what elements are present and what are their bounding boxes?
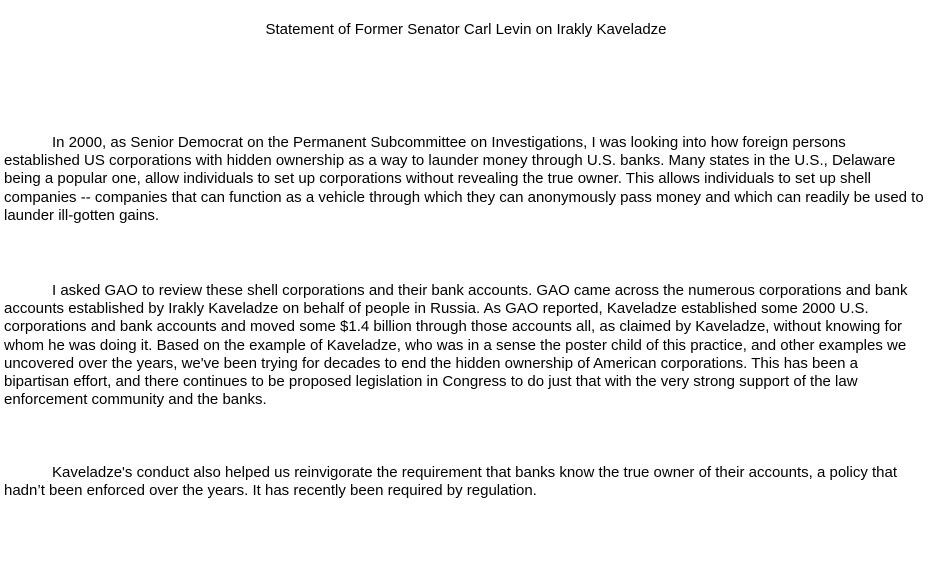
statement-paragraph-3: Kaveladze's conduct also helped us reinvigorate the requirement that banks know the true owner of their accounts, a policy that hadn’t been enforced over the years. It has recently been required by regulation. (4, 464, 898, 500)
statement-paragraph-2: I asked GAO to review these shell corporations and their bank accounts. GAO came across the numerous corporations and bank accounts established by Irakly Kaveladze on behalf of people in Russia. As GAO reported, Kaveladze established some 2000 U.S. corporations and bank accounts and moved some $1.4 billion through those accounts all, as claimed by Kaveladze, without knowing for whom he was doing it. Based on the example of Kaveladze, who was in a sense the poster child of this practice, and other examples we uncovered over the years, we've been trying for decades to end the hidden ownership of American corporations. This has been a bipartisan effort, and there continues to be proposed legislation in Congress to do just that with the very strong support of the law enforcement community and the banks. (4, 282, 908, 409)
document-title: Statement of Former Senator Carl Levin on Irakly Kaveladze (265, 21, 667, 38)
statement-paragraph-1: In 2000, as Senior Democrat on the Permanent Subcommittee on Investigations, I was looking into how foreign persons established US corporations with hidden ownership as a way to launder money through U.S. banks. Many states in the U.S., Delaware being a popular one, allow individuals to set up corporations without revealing the true owner. This allows individuals to set up shell companies -- companies that can function as a vehicle through which they can anonymously pass money and which can readily be used to launder ill-gotten gains. (4, 134, 924, 224)
